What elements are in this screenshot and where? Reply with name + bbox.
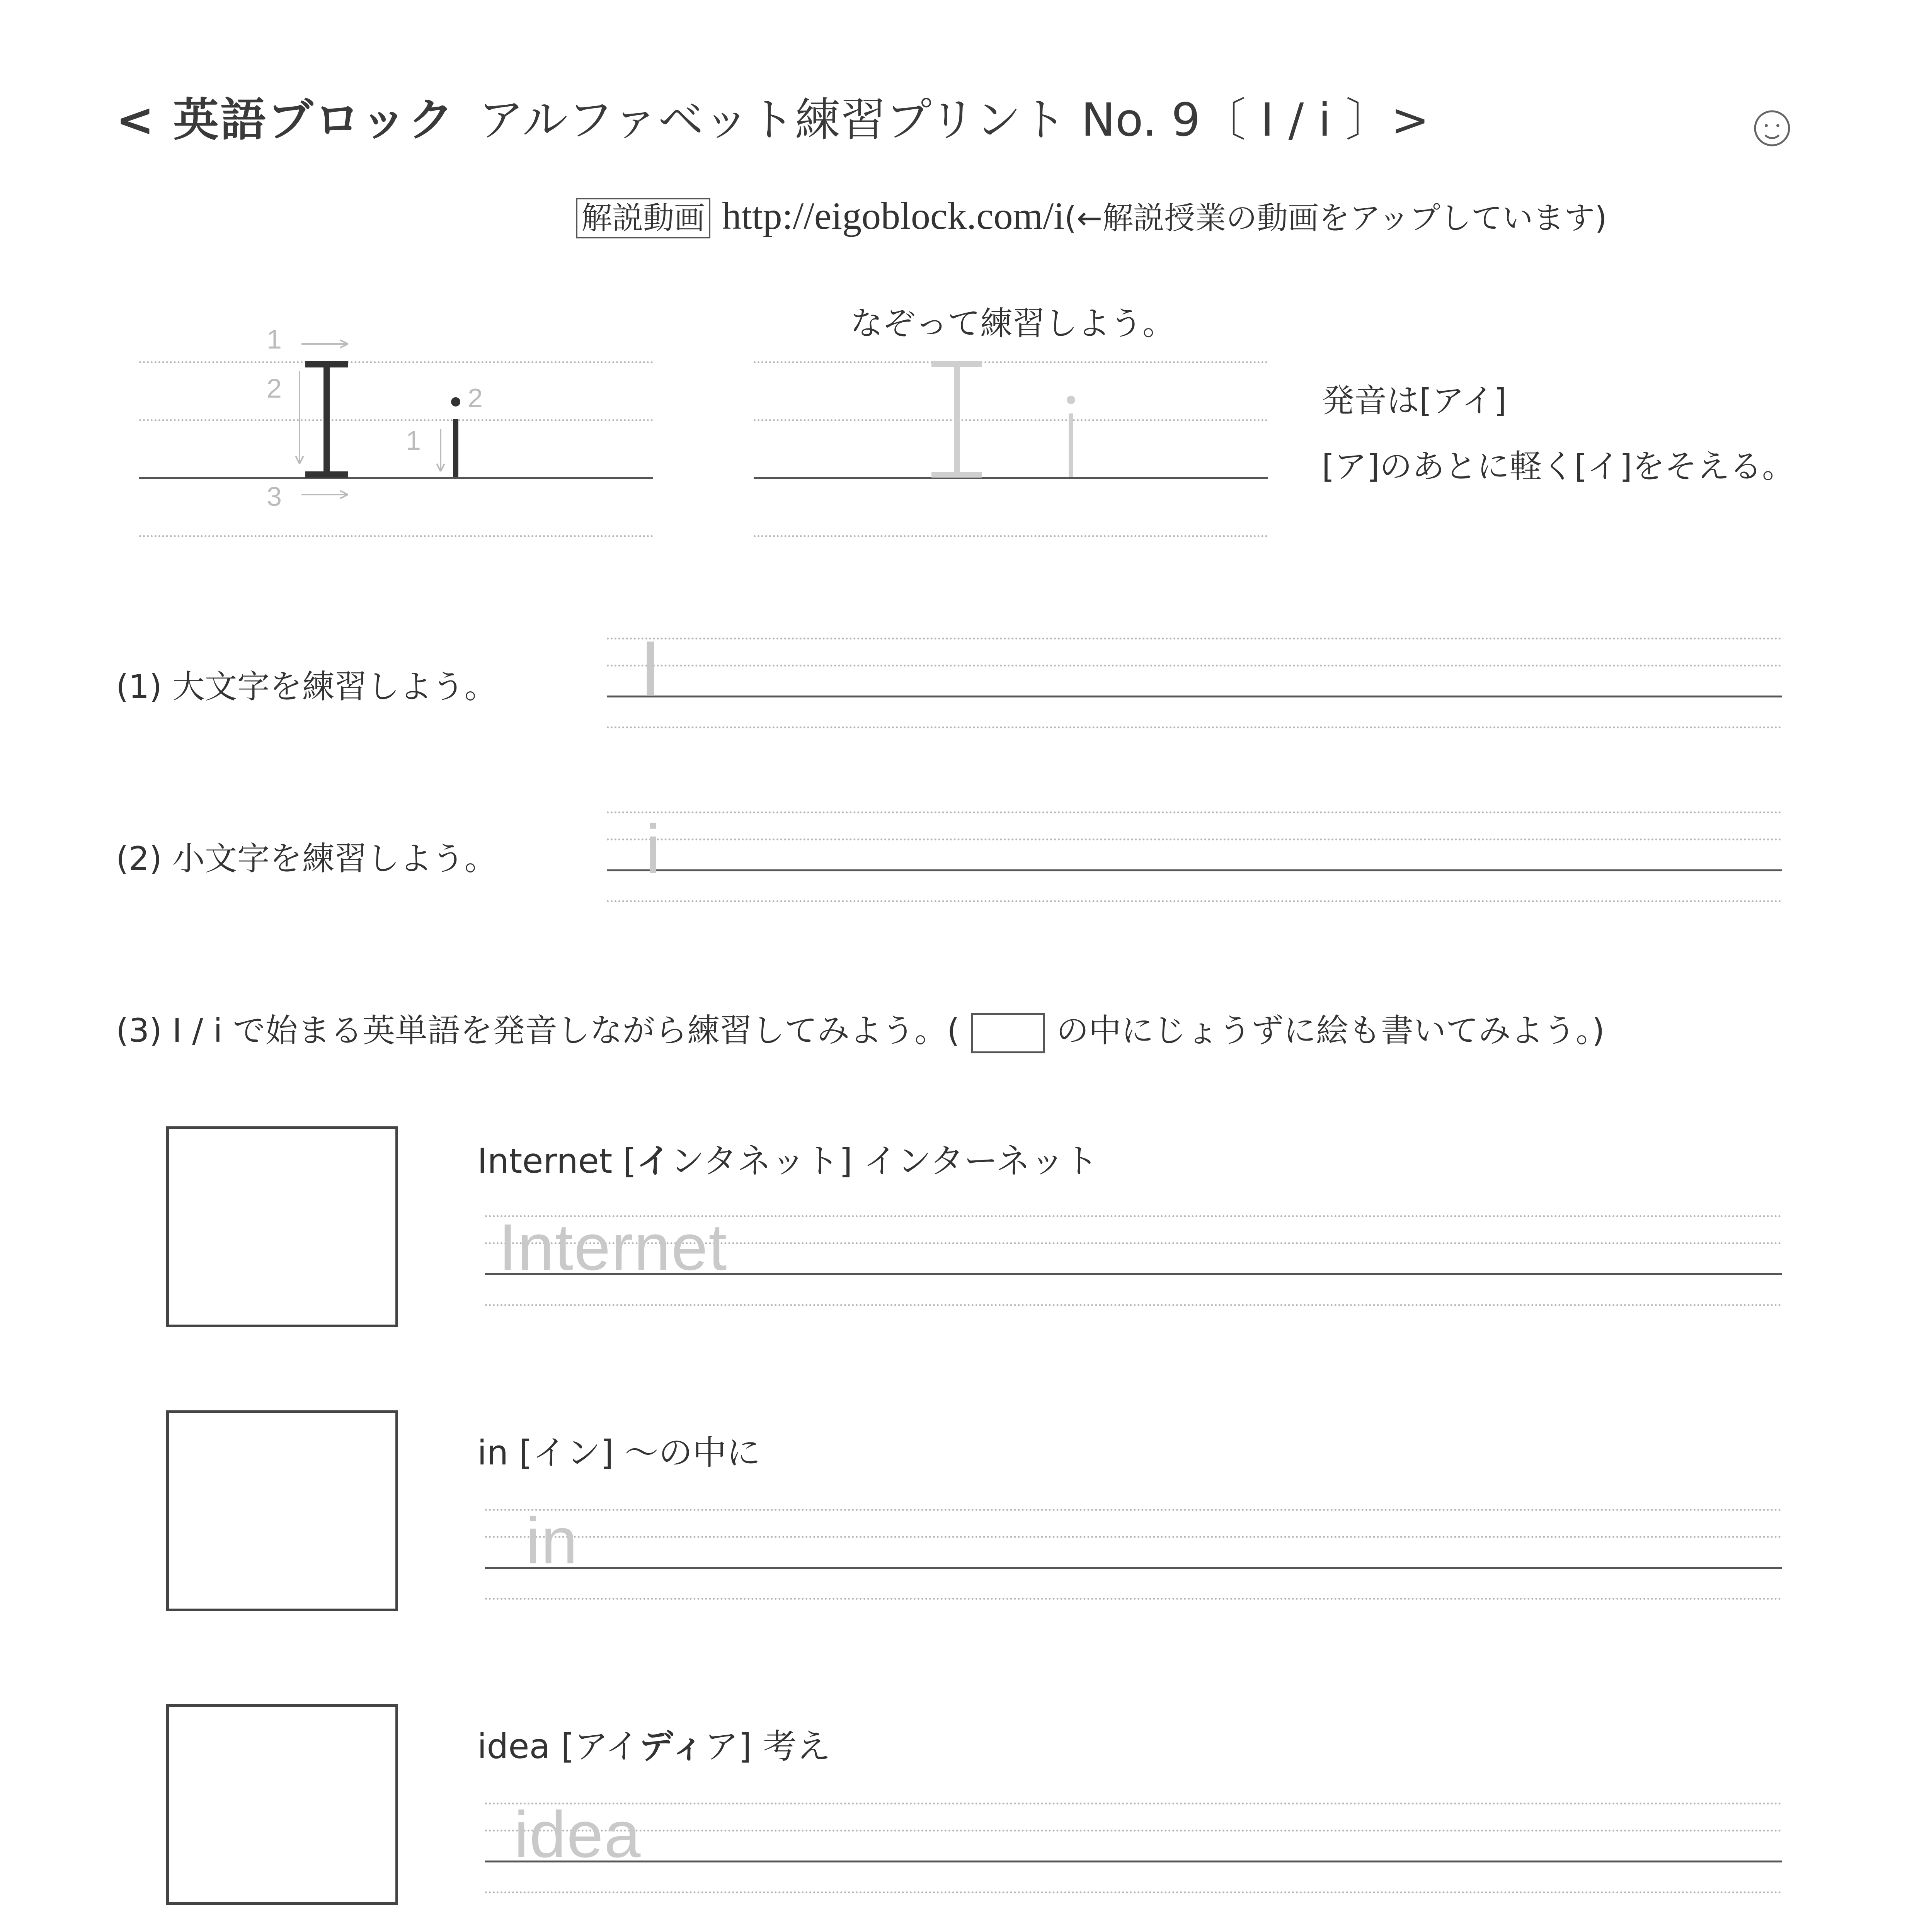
word-kana: [アイディア]: [561, 1726, 752, 1766]
smiley-face-icon: [1749, 104, 1795, 151]
guide-line-bottom: [754, 535, 1268, 537]
stroke-number: 2: [267, 373, 282, 403]
word-line-mid: [485, 1536, 1782, 1538]
word-meaning: 考え: [763, 1726, 831, 1766]
worksheet-title: アルファベット練習プリント No. 9〔 I / i 〕>: [478, 93, 1430, 146]
stroke-number: 2: [468, 383, 483, 413]
word-kana: [インタネット]: [623, 1141, 853, 1181]
q3-label-end: の中にじょうずに絵も書いてみよう。): [1056, 1012, 1605, 1049]
word-kana: [イン]: [519, 1433, 614, 1473]
stroke-order-diagram: [251, 325, 522, 518]
stroke-lower-dot: [451, 397, 460, 406]
trace-caption: なぞって練習しよう。: [850, 304, 1175, 342]
stroke-lower-stem: [453, 419, 458, 477]
picture-box-sample: [971, 1013, 1045, 1053]
video-link-row: [576, 193, 1607, 238]
q1-label: (1) 大文字を練習しよう。: [116, 668, 497, 706]
word-line-top: [485, 1803, 1782, 1804]
video-label: 解説動画: [576, 198, 710, 238]
q2-writing-line[interactable]: [607, 869, 1782, 871]
q1-line-bottom: [607, 726, 1782, 728]
q2-line-mid: [607, 838, 1782, 840]
trace-word: Internet: [499, 1211, 728, 1284]
page-title: [116, 83, 1429, 149]
trace-word: idea: [514, 1798, 642, 1871]
q2-line-top: [607, 811, 1782, 813]
trace-letters: [908, 348, 1121, 502]
q3-label: [116, 1005, 1605, 1053]
word: Internet: [477, 1141, 613, 1181]
q3-label-start: (3) I / i で始まる英単語を発音しながら練習してみよう。(: [116, 1012, 960, 1049]
q1-trace-letter: I: [640, 625, 662, 711]
stroke-number: 1: [267, 324, 282, 354]
word-line-bottom: [485, 1304, 1782, 1306]
guide-line-bottom: [139, 535, 653, 537]
q1-line-mid: [607, 665, 1782, 667]
word: in: [477, 1433, 509, 1473]
word-writing-line[interactable]: [485, 1567, 1782, 1569]
word-line-bottom: [485, 1891, 1782, 1893]
picture-box[interactable]: [166, 1704, 398, 1905]
stroke-upper-stem: [323, 361, 330, 477]
word-line-top: [485, 1509, 1782, 1511]
picture-box[interactable]: [166, 1126, 398, 1327]
word-meaning: インターネット: [863, 1141, 1098, 1181]
q1-writing-line[interactable]: [607, 696, 1782, 697]
q2-label: (2) 小文字を練習しよう。: [116, 840, 497, 878]
word-heading: [477, 1426, 761, 1475]
pronunciation-line-2: [ア]のあとに軽く[イ]をそえる。: [1322, 447, 1795, 485]
word-meaning: 〜の中に: [624, 1433, 761, 1473]
stroke-upper-bottom: [305, 471, 348, 478]
trace-word: in: [526, 1504, 579, 1578]
stroke-number: 3: [267, 481, 282, 512]
word-line-bottom: [485, 1598, 1782, 1600]
word-line-mid: [485, 1830, 1782, 1832]
word-heading: [477, 1719, 831, 1768]
video-link[interactable]: http://eigoblock.com/i: [722, 194, 1064, 237]
word-writing-line[interactable]: [485, 1861, 1782, 1862]
picture-box[interactable]: [166, 1410, 398, 1611]
word: idea: [477, 1726, 550, 1766]
q2-line-bottom: [607, 900, 1782, 902]
word-heading: [477, 1134, 1098, 1183]
q1-line-top: [607, 638, 1782, 639]
brand-logo: < 英語ブロック: [116, 93, 455, 146]
pronunciation-line-1: 発音は[アイ]: [1322, 382, 1507, 420]
video-note: (←解説授業の動画をアップしています): [1064, 200, 1607, 236]
q2-trace-letter: i: [645, 811, 662, 888]
stroke-number: 1: [406, 425, 421, 456]
